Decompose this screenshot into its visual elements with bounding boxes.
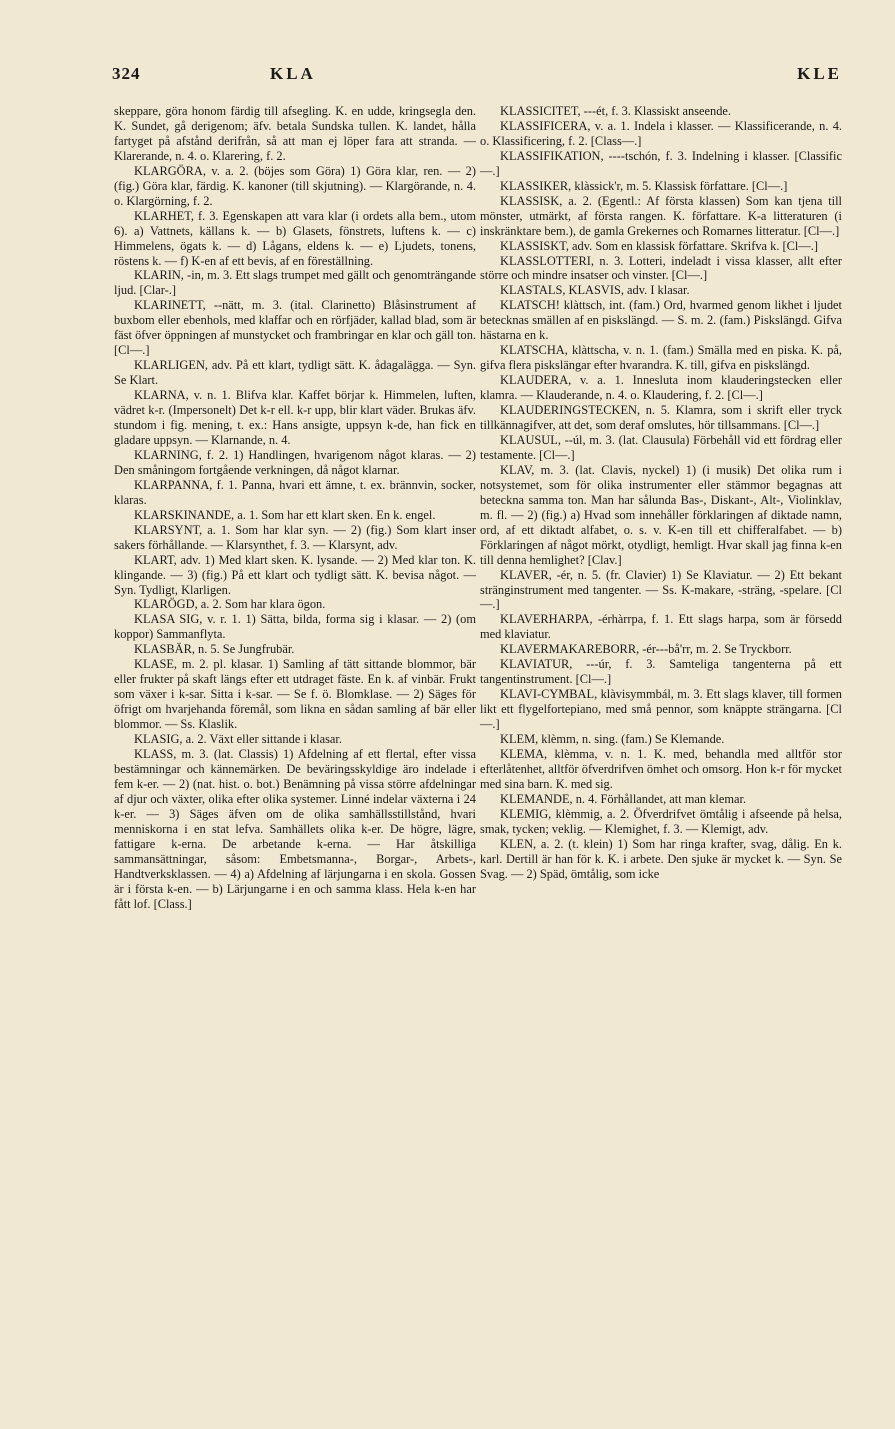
dictionary-entry: KLARPANNA, f. 1. Panna, hvari ett ämne, t. ex. brännvin, socker, klaras. xyxy=(114,477,476,507)
dictionary-entry: KLARSYNT, a. 1. Som har klar syn. — 2) (fig.) Som klart inser sakers förhållande. — Klarsynthet, f. 3. — Klarsynt, adv. xyxy=(114,522,476,552)
page-header xyxy=(112,64,842,88)
dictionary-entry: KLEMANDE, n. 4. Förhållandet, att man klemar. xyxy=(500,791,747,806)
dictionary-entry: KLAV, m. 3. (lat. Clavis, nyckel) 1) (i musik) Det olika rum i notsystemet, som för olika instrumenter eller stämmor begagnas att beteckna samma ton. Man har sålunda Bas-, Diskant-, Alt-, Violinklav, m. fl. — 2) (fig.) a) Hvad som innehåller förklaringen af diktade namn, ord, af ett diktadt alfabet, o. s. v. K-en till ett chifferalfabet. — b) Förklaringen af något mörkt, otydligt, hemligt. Hvar skall jag finna k-en till denna hemlighet? [Clav.] xyxy=(480,462,842,567)
dictionary-entry: KLEMIG, klèmmig, a. 2. Öfverdrifvet ömtålig i afseende på helsa, smak, tycken; veklig. — Klemighet, f. 3. — Klemigt, adv. xyxy=(480,806,842,836)
dictionary-entry: KLASSLOTTERI, n. 3. Lotteri, indeladt i vissa klasser, allt efter större och mindre insatser och vinster. [Cl—.] xyxy=(480,253,842,283)
dictionary-entry: KLARNING, f. 2. 1) Handlingen, hvarigenom något klaras. — 2) Den småningom fortgående verkningen, då något klarnar. xyxy=(114,447,476,477)
dictionary-entry: KLARIN, -in, m. 3. Ett slags trumpet med gällt och genomträngande ljud. [Clar-.] xyxy=(114,268,476,298)
dictionary-entry: skeppare, göra honom färdig till afsegling. K. en udde, kringsegla den. K. Sundet, gå derigenom; äfv. betala Sundska tullen. K. landet, hålla fartyget på afstånd derifrån, så att man ej löper fara att stranda. — Klarerande, n. 4. o. Klarering, f. 2. xyxy=(114,104,476,163)
dictionary-entry: KLAVERMAKAREBORR, -ér---bå'rr, m. 2. Se Tryckborr. xyxy=(500,642,792,657)
dictionary-entry: KLAVERHARPA, -érhàrrpa, f. 1. Ett slags harpa, som är försedd med klaviatur. xyxy=(480,612,842,642)
dictionary-entry: KLAUDERINGSTECKEN, n. 5. Klamra, som i skrift eller tryck tillkännagifver, att det, som deraf omslutes, hör tillsammans. [Cl—.] xyxy=(480,403,842,433)
dictionary-entry: KLAVER, -ér, n. 5. (fr. Clavier) 1) Se Klaviatur. — 2) Ett bekant stränginstrument med tangenter. — Ss. K-makare, -sträng, -spelare. [Cl—.] xyxy=(480,567,842,612)
dictionary-entry: KLARSKINANDE, a. 1. Som har ett klart sken. En k. engel. xyxy=(134,507,436,522)
dictionary-entry: KLATSCHA, klàttscha, v. n. 1. (fam.) Smälla med en piska. K. på, gifva flera piskslängar efter hvarandra. K. till, gifva en piskslängd. xyxy=(480,343,842,373)
dictionary-entry: KLART, adv. 1) Med klart sken. K. lysande. — 2) Med klar ton. K. klingande. — 3) (fig.) På ett klart och tydligt sätt. K. bevisa något. — Syn. Tydligt, Klarligen. xyxy=(114,552,476,597)
dictionary-entry: KLASSISKT, adv. Som en klassisk författare. Skrifva k. [Cl—.] xyxy=(500,238,818,253)
right-column xyxy=(480,104,842,882)
running-head-right: KLE xyxy=(797,64,842,83)
dictionary-entry: KLASBÄR, n. 5. Se Jungfrubär. xyxy=(134,642,295,657)
dictionary-entry: KLASS, m. 3. (lat. Classis) 1) Afdelning af ett flertal, efter vissa bestämningar och kännemärken. De beväringsskyldige äro indelade i fem k-er. — 2) (nat. hist. o. bot.) Benämning på vissa större afdelningar af djur och växter, olika efter olika systemer. Linné indelar växterna i 24 k-er. — 3) Säges äfven om de olika samhällsstillstånd, hvari menniskorna i en stat lefva. Samhällets olika k-er. De högre, lägre, fattigare k-erna. De arbetande k-erna. — Har åtskilliga sammansättningar, såsom: Embetsmanna-, Borgar-, Arbets-, Handtverksklassen. — 4) a) Afdelning af lärjungarna i en skola. Gossen är i första k-en. — b) Lärjungarne i en och samma klass. Hela k-en har fått lof. [Class.] xyxy=(114,746,476,911)
running-head-left: KLA xyxy=(270,64,316,83)
dictionary-entry: KLAUSUL, --úl, m. 3. (lat. Clausula) Förbehåll vid ett fördrag eller testamente. [Cl—.] xyxy=(480,432,842,462)
dictionary-entry: KLASSIFIKATION, ----tschón, f. 3. Indelning i klasser. [Classific—.] xyxy=(480,148,842,178)
dictionary-entry: KLEN, a. 2. (t. klein) 1) Som har ringa krafter, svag, dålig. En k. karl. Dertill är han för k. K. i arbete. Den sjuke är mycket k. — Syn. Se Svag. — 2) Späd, ömtålig, som icke xyxy=(480,836,842,881)
dictionary-entry: KLARLIGEN, adv. På ett klart, tydligt sätt. K. ådagalägga. — Syn. Se Klart. xyxy=(114,358,476,388)
page-number: 324 xyxy=(112,64,141,83)
dictionary-entry: KLARÖGD, a. 2. Som har klara ögon. xyxy=(134,597,326,612)
dictionary-entry: KLASSIKER, klàssick'r, m. 5. Klassisk författare. [Cl—.] xyxy=(500,178,788,193)
dictionary-entry: KLEM, klèmm, n. sing. (fam.) Se Klemande. xyxy=(500,732,725,747)
dictionary-entry: KLATSCH! klàttsch, int. (fam.) Ord, hvarmed genom likhet i ljudet betecknas smällen af en piskslängd. — S. m. 2. (fam.) Piskslängd. Gifva hästarna en k. xyxy=(480,298,842,343)
dictionary-entry: KLARHET, f. 3. Egenskapen att vara klar (i ordets alla bem., utom 6). a) Vattnets, källans k. — b) Glasets, fönstrets, luftens k. — c) Himmelens, ögats k. — d) Lågans, eldens k. — e) Ljudets, tonens, röstens k. — f) K-en af ett bevis, af en föreställning. xyxy=(114,208,476,268)
dictionary-entry: KLEMA, klèmma, v. n. 1. K. med, behandla med alltför stor efterlåtenhet, alltför öfverdrifven ömhet och omsorg. Hon k-r för mycket med sina barn. K. med sig. xyxy=(480,746,842,791)
dictionary-entry: KLAUDERA, v. a. 1. Innesluta inom klauderingstecken eller klamra. — Klauderande, n. 4. o. Klaudering, f. 2. [Cl—.] xyxy=(480,373,842,403)
dictionary-entry: KLASTALS, KLASVIS, adv. I klasar. xyxy=(500,283,690,298)
dictionary-entry: KLARGÖRA, v. a. 2. (böjes som Göra) 1) Göra klar, ren. — 2) (fig.) Göra klar, färdig. K. kanoner (till skjutning). — Klargörande, n. 4. o. Klargörning, f. 2. xyxy=(114,163,476,208)
dictionary-entry: KLASSISK, a. 2. (Egentl.: Af första klassen) Som kan tjena till mönster, utmärkt, af första rangen. K. författare. K-a litteraturen (i inskränktare bem.), de gamla Grekernes och Romarnes litteratur. [Cl—.] xyxy=(480,193,842,238)
dictionary-entry: KLARNA, v. n. 1. Blifva klar. Kaffet börjar k. Himmelen, luften, vädret k-r. (Impersonelt) Det k-r ell. k-r upp, blir klart väder. Brukas äfv. stundom i fig. mening, t. ex.: Hans ansigte, uppsyn k-de, han fick en gladare uppsyn. — Klarnande, n. 4. xyxy=(114,388,476,447)
left-column xyxy=(114,104,476,911)
dictionary-entry: KLASA SIG, v. r. 1. 1) Sätta, bilda, forma sig i klasar. — 2) (om koppor) Sammanflyta. xyxy=(114,612,476,642)
dictionary-entry: KLAVIATUR, ---úr, f. 3. Samteliga tangenterna på ett tangentinstrument. [Cl—.] xyxy=(480,657,842,687)
dictionary-entry: KLASE, m. 2. pl. klasar. 1) Samling af tätt sittande blommor, bär eller frukter på skaft längs efter ett utdraget fäste. En k. af vinbär. Frukt som växer i k-sar. Sitta i k-sar. — Se f. ö. Blomklase. — 2) Säges för öfrigt om hvarjehanda föremål, som likna en sådan samling af bär eller blommor. — Ss. Klaslik. xyxy=(114,657,476,732)
dictionary-entry: KLASIG, a. 2. Växt eller sittande i klasar. xyxy=(134,732,342,747)
dictionary-entry: KLASSICITET, ---ét, f. 3. Klassiskt anseende. xyxy=(500,104,732,118)
dictionary-entry: KLARINETT, --nätt, m. 3. (ital. Clarinetto) Blåsinstrument af buxbom eller ebenhols, med klaffar och en rörfjäder, kallad blad, som är fäst öfver öppningen af munstycket och frambringar en klar och gäll ton. [Cl—.] xyxy=(114,298,476,358)
dictionary-entry: KLASSIFICERA, v. a. 1. Indela i klasser. — Klassificerande, n. 4. o. Klassificering, f. 2. [Class—.] xyxy=(480,118,842,148)
dictionary-entry: KLAVI-CYMBAL, klàvisymmbál, m. 3. Ett slags klaver, till formen likt ett flygelfortepiano, med små pennor, som knäppte strängarna. [Cl—.] xyxy=(480,687,842,732)
